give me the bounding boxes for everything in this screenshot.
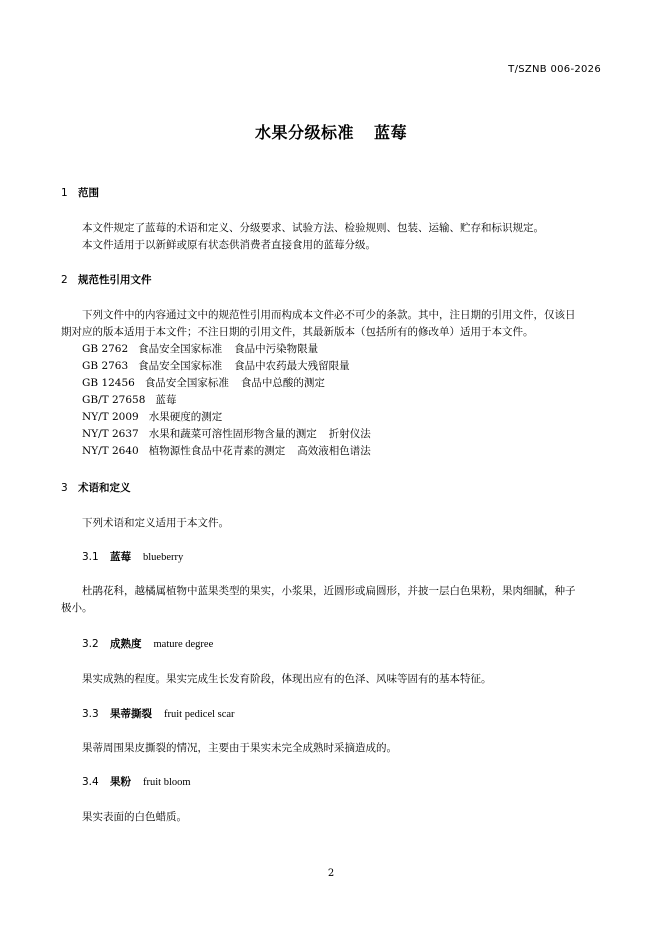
section-2-intro-line-2: 期对应的版本适用于本文件；不注日期的引用文件，其最新版本（包括所有的修改单）适用于本文件。 xyxy=(61,326,534,338)
term-name: 成熟度 xyxy=(110,638,142,650)
term-number: 3.2 xyxy=(82,638,99,650)
standard-name: 水果和蔬菜可溶性固形物含量的测定 xyxy=(148,428,317,440)
term-number: 3.1 xyxy=(82,551,99,563)
title-main: 水果分级标准 xyxy=(254,123,354,142)
term-number: 3.3 xyxy=(82,708,99,720)
standard-title: 折射仪法 xyxy=(328,428,371,440)
standard-code: GB 2762 xyxy=(82,343,129,355)
section-1-heading xyxy=(61,185,99,200)
section-number: 2 xyxy=(61,274,68,286)
section-title: 规范性引用文件 xyxy=(78,274,152,286)
section-3-intro: 下列术语和定义适用于本文件。 xyxy=(82,517,229,529)
term-english: blueberry xyxy=(143,552,184,563)
section-2-heading xyxy=(61,272,152,287)
term-name: 蓝莓 xyxy=(110,551,131,563)
title-sub: 蓝莓 xyxy=(374,123,408,142)
standard-code: NY/T 2009 xyxy=(82,411,139,423)
section-number: 1 xyxy=(61,187,68,199)
term-3-2-heading xyxy=(82,636,213,651)
document-title xyxy=(0,120,662,143)
term-name: 果蒂撕裂 xyxy=(110,708,152,720)
standard-code: GB/T 27658 xyxy=(82,394,146,406)
term-name: 果粉 xyxy=(110,776,131,788)
standard-name: 植物源性食品中花青素的测定 xyxy=(148,445,286,457)
standard-name: 水果硬度的测定 xyxy=(148,411,223,423)
section-2-intro-line-1: 下列文件中的内容通过文中的规范性引用而构成本文件必不可少的条款。其中，注日期的引用文件，仅该日 xyxy=(82,309,576,321)
section-1-paragraph-2: 本文件适用于以新鲜或原有状态供消费者直接食用的蓝莓分级。 xyxy=(82,239,376,251)
section-title: 术语和定义 xyxy=(78,482,131,494)
standard-reference xyxy=(82,409,222,424)
term-english: fruit pedicel scar xyxy=(164,709,235,720)
page-number: 2 xyxy=(327,868,335,879)
term-3-4-definition: 果实表面的白色蜡质。 xyxy=(82,811,187,823)
document-code: T/SZNB 006-2026 xyxy=(508,64,601,75)
term-number: 3.4 xyxy=(82,776,99,788)
term-3-4-heading xyxy=(82,774,191,789)
standard-title: 食品中污染物限量 xyxy=(234,343,319,355)
standard-reference xyxy=(82,341,318,356)
standard-name: 蓝莓 xyxy=(155,394,177,406)
section-1-paragraph-1: 本文件规定了蓝莓的术语和定义、分级要求、试验方法、检验规则、包装、运输、贮存和标识规定。 xyxy=(82,222,544,234)
section-3-heading xyxy=(61,480,131,495)
standard-code: GB 2763 xyxy=(82,360,129,372)
term-3-1-heading xyxy=(82,549,183,564)
standard-name: 食品安全国家标准 xyxy=(144,377,229,389)
term-english: mature degree xyxy=(153,639,214,650)
standard-name: 食品安全国家标准 xyxy=(138,343,223,355)
standard-reference xyxy=(82,375,325,390)
term-3-1-definition-line-2: 极小。 xyxy=(61,602,93,614)
standard-reference xyxy=(82,358,350,373)
standard-code: NY/T 2637 xyxy=(82,428,139,440)
standard-name: 食品安全国家标准 xyxy=(138,360,223,372)
standard-reference xyxy=(82,426,371,441)
term-3-1-definition-line-1: 杜鹃花科，越橘属植物中蓝果类型的果实，小浆果，近圆形或扁圆形，并披一层白色果粉，果肉细腻，种子 xyxy=(82,585,576,597)
term-3-3-heading xyxy=(82,706,235,721)
standard-reference xyxy=(82,392,176,407)
term-3-3-definition: 果蒂周围果皮撕裂的情况，主要由于果实未完全成熟时采摘造成的。 xyxy=(82,742,397,754)
standard-code: GB 12456 xyxy=(82,377,135,389)
standard-title: 食品中农药最大残留限量 xyxy=(234,360,350,372)
term-3-2-definition: 果实成熟的程度。果实完成生长发育阶段，体现出应有的色泽、风味等固有的基本特征。 xyxy=(82,673,492,685)
standard-reference xyxy=(82,443,371,458)
standard-title: 高效液相色谱法 xyxy=(297,445,371,457)
standard-title: 食品中总酸的测定 xyxy=(240,377,325,389)
section-number: 3 xyxy=(61,482,68,494)
standard-code: NY/T 2640 xyxy=(82,445,139,457)
section-title: 范围 xyxy=(78,187,99,199)
term-english: fruit bloom xyxy=(143,777,191,788)
